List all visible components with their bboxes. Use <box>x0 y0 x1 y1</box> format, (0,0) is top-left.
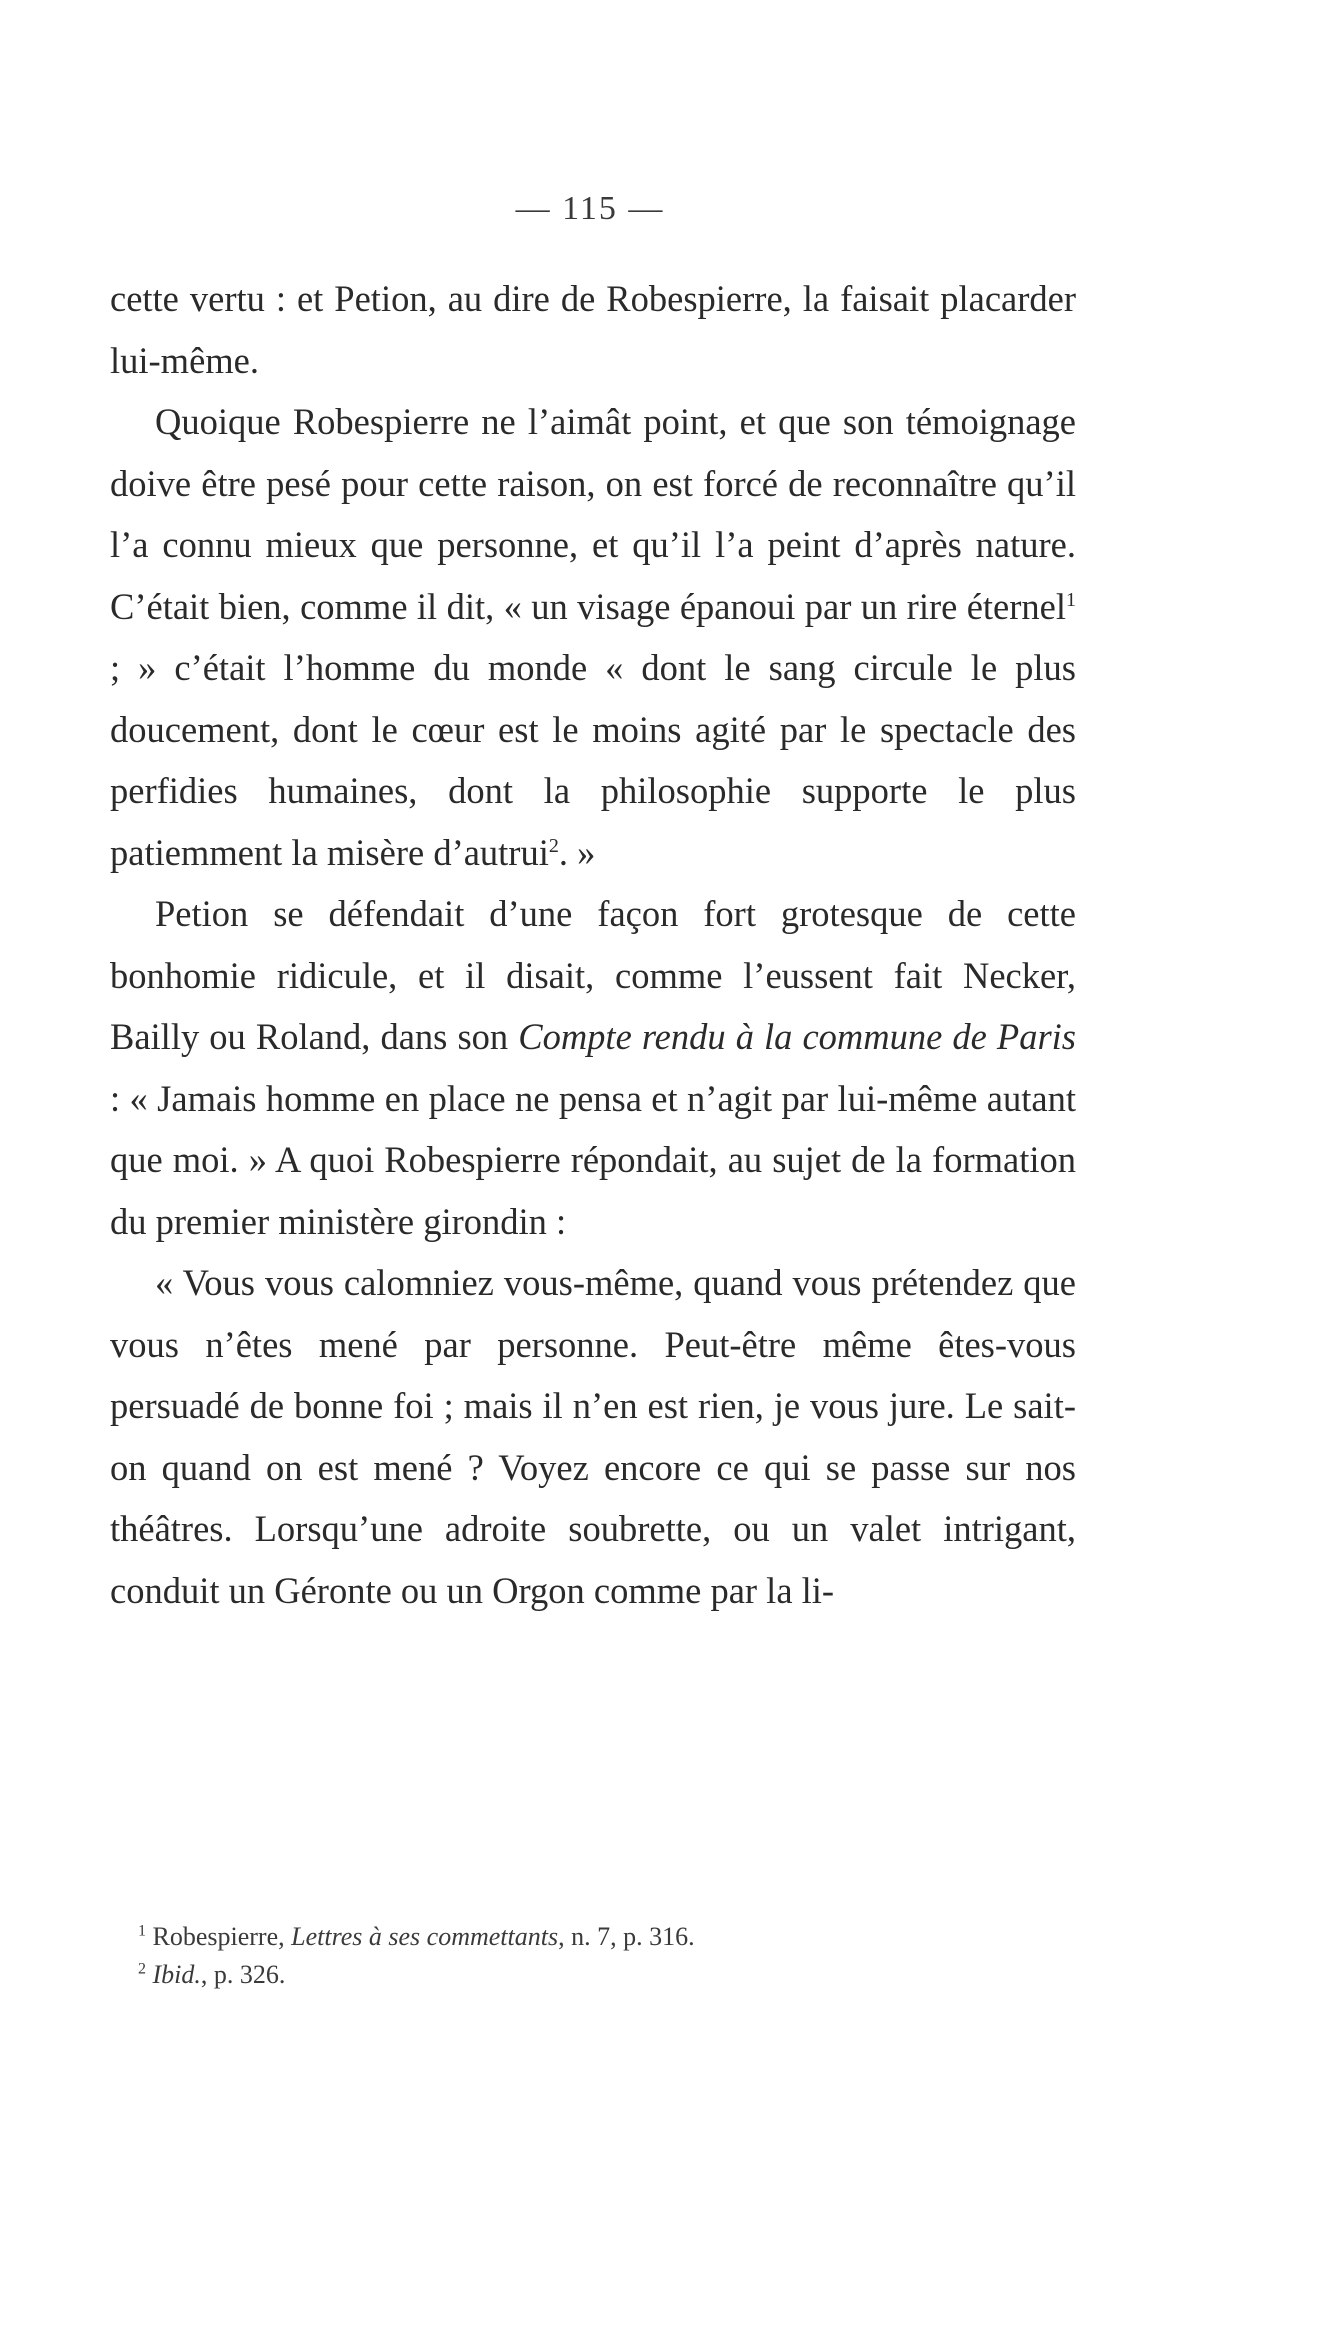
footnote-marker: 2 <box>138 1960 146 1978</box>
footnote-reference: 1 <box>1066 588 1076 611</box>
text-run: Robespierre, <box>146 1922 292 1951</box>
italic-text: Compte rendu à la commune de Paris <box>518 1016 1077 1057</box>
text-run: ; » c’était l’homme du monde « dont le sang circule le plus doucement, dont le cœur est le moins agité par le spectacle des perfidies humaines, dont la philosophie supporte le plus patiemment la misère d’autrui <box>110 647 1076 873</box>
text-run: , n. 7, p. 316. <box>558 1922 695 1951</box>
page-number: — 115 — <box>515 190 665 227</box>
text-run: « Vous vous calomniez vous-même, quand vous prétendez que vous n’êtes mené par personne. Peut-être même êtes-vous persuadé de bonne foi ; mais il n’en est rien, je vous jure. Le sait-on quand on est mené ? Voyez encore ce qui se passe sur nos théâtres. Lorsqu’une adroite soubrette, ou un valet intrigant, conduit un Géronte ou un Orgon comme par la li- <box>110 1262 1076 1611</box>
footnote-reference: 2 <box>548 834 559 857</box>
paragraph <box>110 391 1076 883</box>
footnote <box>110 1918 1076 1956</box>
paragraph <box>110 1252 1076 1621</box>
text-run: Petion se défendait d’une façon fort grotesque de cette bonhomie ridicule, et il disait, comme l’eussent fait Necker, Bailly ou Roland, dans son <box>110 893 1076 1057</box>
paragraph <box>110 883 1076 1252</box>
footnote-marker: 1 <box>138 1922 146 1940</box>
paragraph <box>110 268 1076 391</box>
text-run: Quoique Robespierre ne l’aimât point, et que son témoignage doive être pesé pour cette raison, on est forcé de reconnaître qu’il l’a connu mieux que personne, et qu’il l’a peint d’après nature. C’était bien, comme il dit, « un visage épanoui par un rire éternel <box>110 401 1076 627</box>
italic-text: Lettres à ses commettants <box>291 1922 559 1951</box>
italic-text: Ibid. <box>152 1960 201 1989</box>
text-run: , p. 326. <box>200 1960 286 1989</box>
text-run: cette vertu : et Petion, au dire de Robespierre, la faisait placarder lui-même. <box>110 278 1076 381</box>
text-run: . » <box>558 831 596 873</box>
text-run: : « Jamais homme en place ne pensa et n’agit par lui-même autant que moi. » A quoi Robespierre répondait, au sujet de la formation du premier ministère girondin : <box>110 1077 1076 1242</box>
footnotes <box>110 1918 1076 1994</box>
body-text <box>110 268 1076 1621</box>
footnote <box>110 1956 1076 1994</box>
